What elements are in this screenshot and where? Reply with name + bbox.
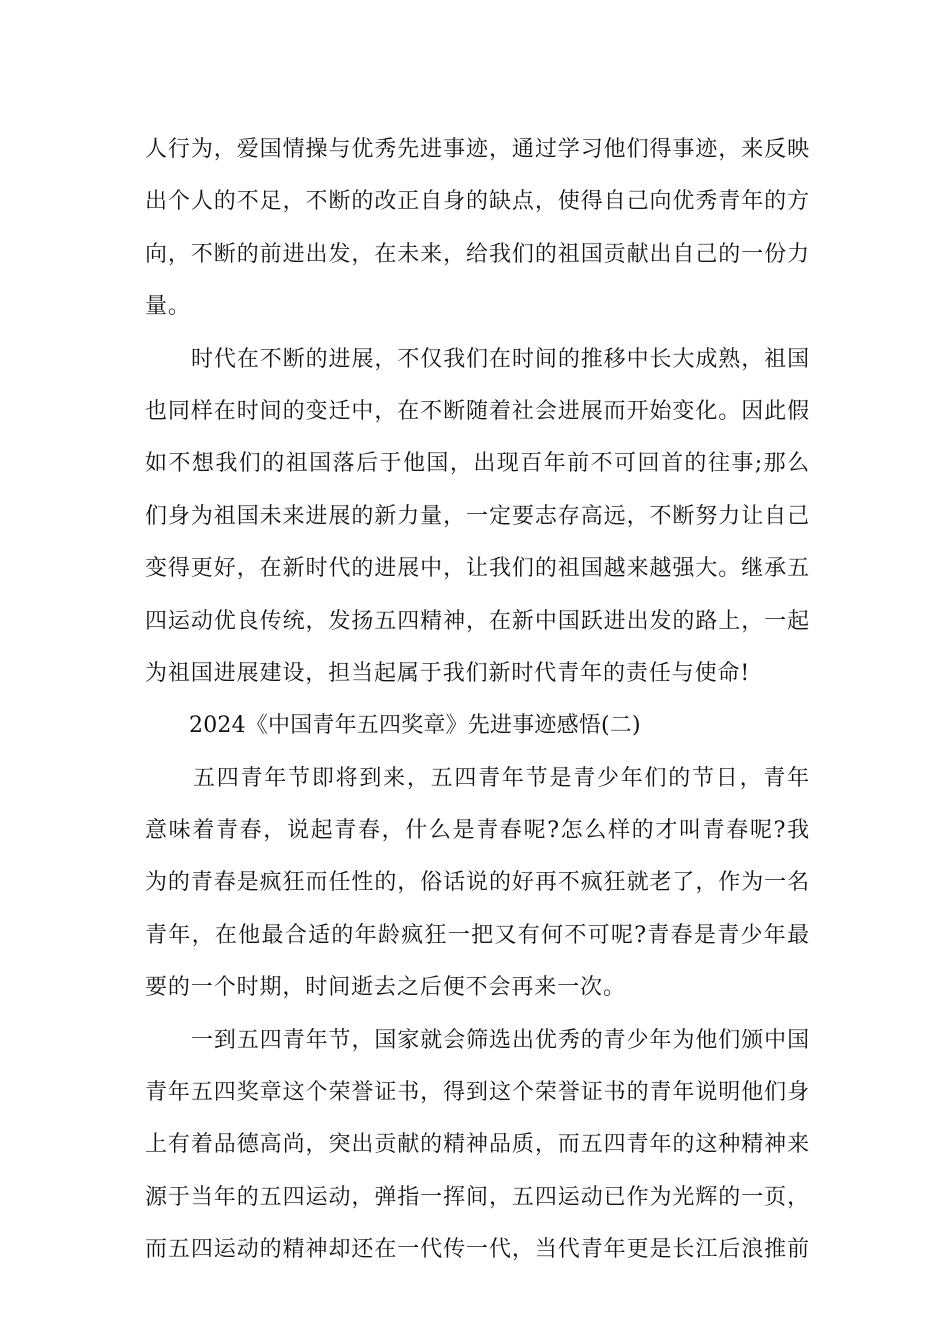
text-line: 如不想我们的祖国落后于他国，出现百年前不可回首的往事;那么 [145, 451, 810, 477]
text-line: 变得更好，在新时代的进展中，让我们的祖国越来越强大。继承五 [145, 556, 810, 582]
paragraph-2 [145, 334, 810, 701]
text-line: 一到五四青年节，国家就会筛选出优秀的青少年为他们颁中国 [191, 1027, 810, 1053]
text-line: 要的一个时期，时间逝去之后便不会再来一次。 [145, 975, 626, 1001]
text-line: 向，不断的前进出发，在未来，给我们的祖国贡献出自己的一份力 [145, 241, 810, 267]
document-body [145, 124, 810, 1277]
text-line: 量。 [145, 294, 191, 320]
text-line: 上有着品德高尚，突出贡献的精神品质，而五四青年的这种精神来 [145, 1132, 810, 1158]
text-line: 人行为，爱国情操与优秀先进事迹，通过学习他们得事迹，来反映 [145, 137, 810, 162]
text-line: 五四青年节即将到来，五四青年节是青少年们的节日，青年 [193, 765, 810, 791]
heading-text: 2024《中国青年五四奖章》先进事迹感悟(二) [189, 713, 641, 739]
text-line: 们身为祖国未来进展的新力量，一定要志存高远，不断努力让自己 [145, 503, 810, 529]
text-line: 而五四运动的精神却还在一代传一代，当代青年更是长江后浪推前 [145, 1237, 810, 1263]
text-line: 青年五四奖章这个荣誉证书，得到这个荣誉证书的青年说明他们身 [145, 1080, 810, 1106]
text-line: 源于当年的五四运动，弹指一挥间，五四运动已作为光辉的一页， [145, 1184, 810, 1210]
paragraph-3 [145, 753, 810, 1015]
text-line: 时代在不断的进展，不仅我们在时间的推移中长大成熟，祖国 [191, 346, 810, 372]
paragraph-4 [145, 1015, 810, 1277]
text-line: 为祖国进展建设，担当起属于我们新时代青年的责任与使命! [145, 660, 751, 686]
section-heading [145, 700, 810, 752]
text-line: 也同样在时间的变迁中，在不断随着社会进展而开始变化。因此假 [145, 398, 810, 424]
text-line: 四运动优良传统，发扬五四精神，在新中国跃进出发的路上，一起 [145, 608, 810, 634]
text-line: 意味着青春，说起青春，什么是青春呢?怎么样的才叫青春呢?我 [145, 818, 810, 844]
text-line: 青年，在他最合适的年龄疯狂一把又有何不可呢?青春是青少年最 [145, 922, 810, 948]
text-line: 出个人的不足，不断的改正自身的缺点，使得自己向优秀青年的方 [145, 189, 810, 215]
paragraph-1 [145, 124, 810, 334]
text-line: 为的青春是疯狂而任性的，俗话说的好再不疯狂就老了，作为一名 [145, 870, 810, 896]
